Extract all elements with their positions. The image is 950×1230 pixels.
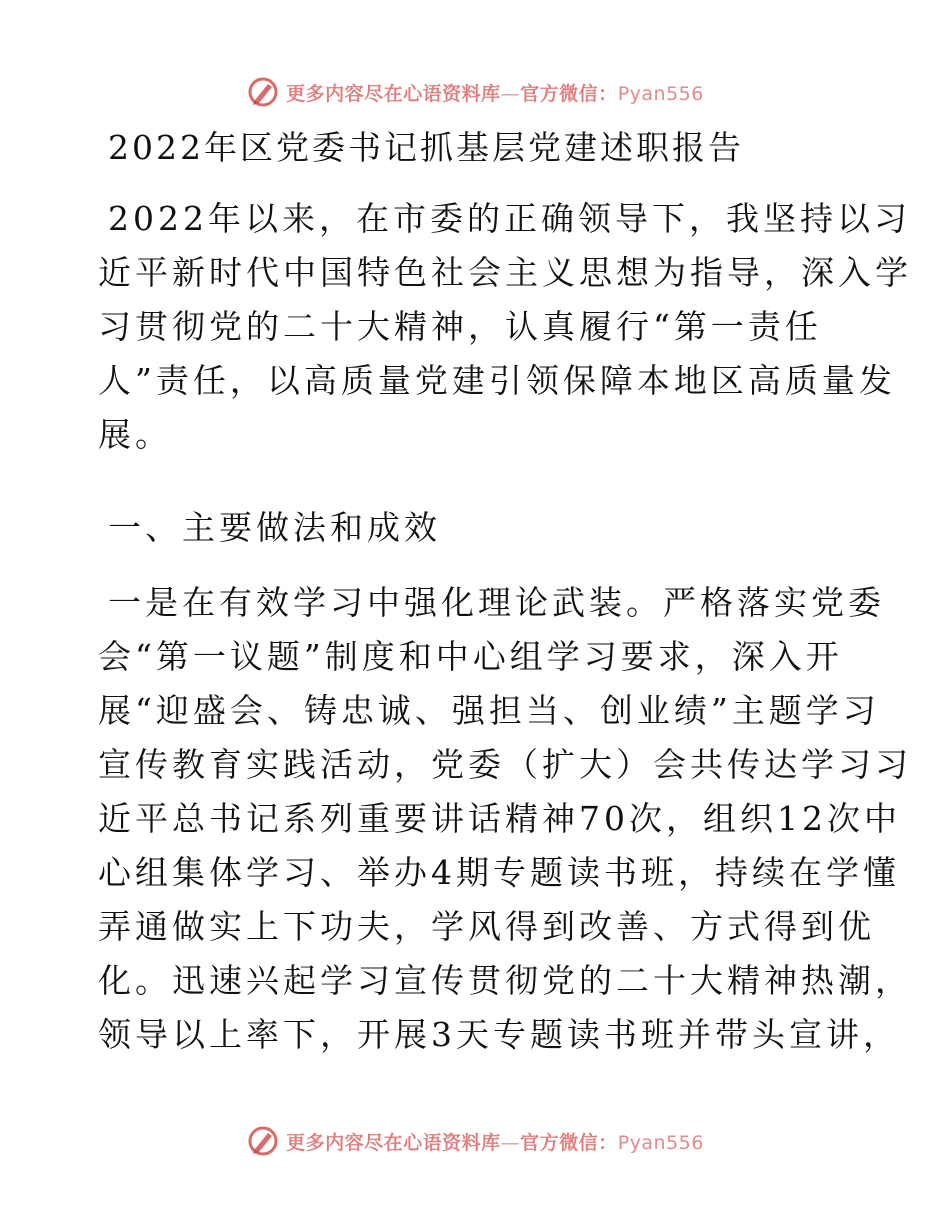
- watermark-footer: [0, 1121, 950, 1161]
- paragraph-line: 近平总书记系列重要讲话精神70次，组织12次中: [98, 799, 901, 838]
- paragraph-line: 化。迅速兴起学习宣传贯彻党的二十大精神热潮，: [98, 961, 912, 1000]
- paragraph-line: 弄通做实上下功夫，学风得到改善、方式得到优: [98, 907, 875, 946]
- watermark-wechat-id: Pyan556: [617, 82, 704, 105]
- paragraph-line: 一是在有效学习中强化理论武装。严格落实党委: [108, 583, 885, 622]
- watermark-wechat-label: 官方微信：: [520, 82, 618, 105]
- paragraph-line: 2022年以来，在市委的正确领导下，我坚持以习: [108, 199, 911, 238]
- watermark-main-text: 更多内容尽在心语资料库: [286, 1131, 501, 1154]
- paragraph-line: 心组集体学习、举办4期专题读书班，持续在学懂: [98, 853, 900, 892]
- paragraph-line: 会“第一议题”制度和中心组学习要求，深入开: [98, 637, 843, 676]
- paragraph-line: 领导以上率下，开展3天专题读书班并带头宣讲，: [98, 1015, 900, 1054]
- pen-logo-icon: [246, 1124, 280, 1158]
- intro-paragraph: [98, 192, 912, 462]
- paragraph-line: 习贯彻党的二十大精神，认真履行“第一责任: [98, 307, 822, 346]
- body-paragraph: [98, 576, 912, 1062]
- paragraph-line: 展。: [98, 415, 172, 454]
- watermark-wechat-id: Pyan556: [617, 1131, 704, 1154]
- watermark-main-text: 更多内容尽在心语资料库: [286, 82, 501, 105]
- document-title: 2022年区党委书记抓基层党建述职报告: [108, 128, 744, 167]
- section-heading: 一、主要做法和成效: [108, 508, 441, 547]
- paragraph-line: 人”责任，以高质量党建引领保障本地区高质量发: [98, 361, 896, 400]
- watermark-separator: —: [500, 82, 521, 105]
- pen-logo-icon: [246, 75, 280, 109]
- watermark-header: [0, 72, 950, 112]
- watermark-separator: —: [500, 1131, 521, 1154]
- paragraph-line: 展“迎盛会、铸忠诚、强担当、创业绩”主题学习: [98, 691, 880, 730]
- paragraph-line: 近平新时代中国特色社会主义思想为指导，深入学: [98, 253, 912, 292]
- watermark-wechat-label: 官方微信：: [520, 1131, 618, 1154]
- paragraph-line: 宣传教育实践活动，党委（扩大）会共传达学习习: [98, 745, 912, 784]
